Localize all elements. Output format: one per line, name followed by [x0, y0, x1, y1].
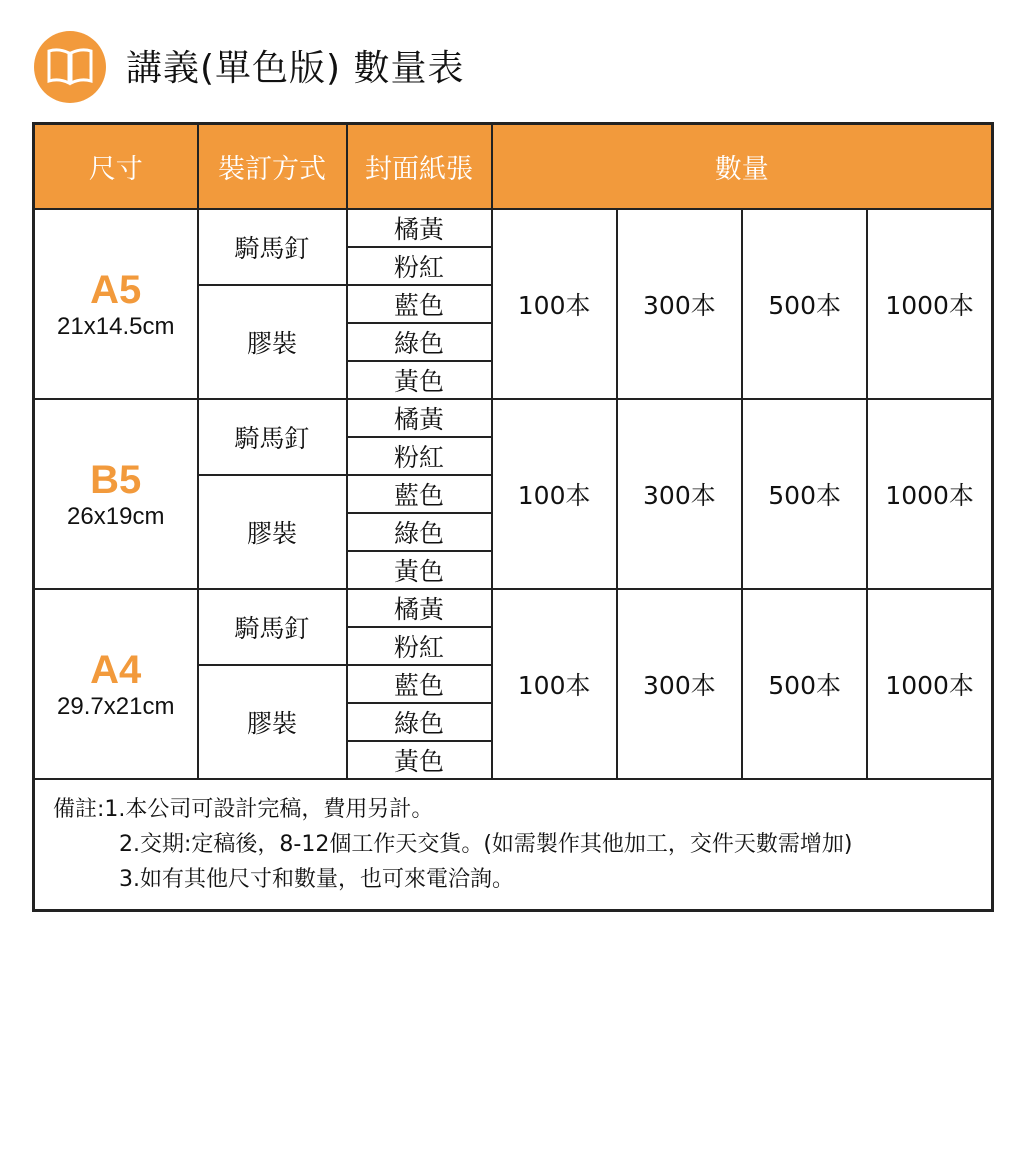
- quantity-cell: 300本: [617, 209, 742, 399]
- quantity-cell: 500本: [742, 399, 867, 589]
- quantity-cell: 300本: [617, 399, 742, 589]
- quantity-cell: 1000本: [867, 589, 992, 779]
- cover-cell: 橘黃: [347, 399, 492, 437]
- cover-cell: 黃色: [347, 741, 492, 779]
- size-dimensions: 29.7x21cm: [57, 693, 175, 720]
- note-2: 2.交期:定稿後，8-12個工作天交貨。(如需製作其他加工，交件天數需增加): [119, 832, 853, 857]
- quantity-cell: 1000本: [867, 399, 992, 589]
- cover-cell: 粉紅: [347, 437, 492, 475]
- cover-cell: 黃色: [347, 551, 492, 589]
- header-quantity: 數量: [492, 124, 993, 210]
- size-dimensions: 21x14.5cm: [57, 313, 175, 340]
- size-dimensions: 26x19cm: [67, 503, 165, 530]
- size-code: A5: [90, 268, 142, 312]
- note-1: 備註:1.本公司可設計完稿，費用另計。: [53, 797, 434, 822]
- cover-cell: 綠色: [347, 513, 492, 551]
- cover-cell: 黃色: [347, 361, 492, 399]
- cover-cell: 橘黃: [347, 209, 492, 247]
- size-cell: [34, 399, 198, 589]
- page-title: 講義(單色版) 數量表: [126, 48, 465, 89]
- cover-cell: 綠色: [347, 323, 492, 361]
- quantity-cell: 100本: [492, 589, 617, 779]
- cover-cell: 藍色: [347, 285, 492, 323]
- cover-cell: 綠色: [347, 703, 492, 741]
- binding-cell: 膠裝: [198, 475, 347, 589]
- quantity-cell: 500本: [742, 589, 867, 779]
- cover-cell: 藍色: [347, 475, 492, 513]
- notes: [34, 779, 993, 911]
- quantity-table: [32, 122, 994, 912]
- size-cell: [34, 209, 198, 399]
- size-code: A4: [90, 648, 142, 692]
- binding-cell: 騎馬釘: [198, 399, 347, 475]
- note-3: 3.如有其他尺寸和數量，也可來電洽詢。: [119, 867, 514, 892]
- quantity-cell: 500本: [742, 209, 867, 399]
- binding-cell: 騎馬釘: [198, 209, 347, 285]
- quantity-cell: 100本: [492, 399, 617, 589]
- cover-cell: 橘黃: [347, 589, 492, 627]
- binding-cell: 膠裝: [198, 285, 347, 399]
- size-cell: [34, 589, 198, 779]
- header-binding: 裝訂方式: [198, 124, 347, 210]
- cover-cell: 藍色: [347, 665, 492, 703]
- header-size: 尺寸: [34, 124, 198, 210]
- quantity-cell: 1000本: [867, 209, 992, 399]
- binding-cell: 騎馬釘: [198, 589, 347, 665]
- size-code: B5: [90, 458, 142, 502]
- cover-cell: 粉紅: [347, 627, 492, 665]
- quantity-cell: 300本: [617, 589, 742, 779]
- cover-cell: 粉紅: [347, 247, 492, 285]
- header-cover: 封面紙張: [347, 124, 492, 210]
- book-icon: [34, 31, 106, 103]
- quantity-cell: 100本: [492, 209, 617, 399]
- binding-cell: 膠裝: [198, 665, 347, 779]
